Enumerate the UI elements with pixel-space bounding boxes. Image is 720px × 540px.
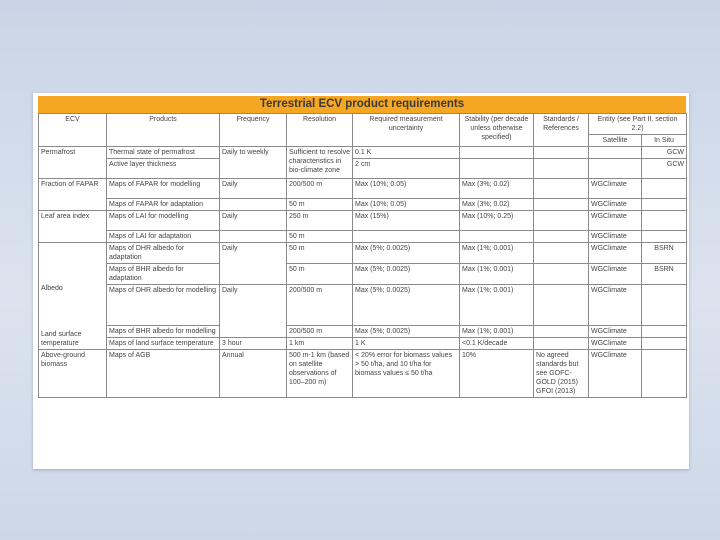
cell-resolution: 50 m xyxy=(287,264,353,285)
cell-frequency: 3 hour xyxy=(220,338,287,350)
cell-frequency: Daily xyxy=(220,285,287,338)
cell-in-situ xyxy=(642,326,687,338)
cell-resolution: 250 m xyxy=(287,211,353,231)
cell-product: Maps of DHR albedo for modelling xyxy=(107,285,220,326)
table-row xyxy=(39,243,687,264)
cell-stability: Max (3%; 0.02) xyxy=(460,199,534,211)
ecv-permafrost: Permafrost xyxy=(39,147,107,179)
cell-resolution: 50 m xyxy=(287,243,353,264)
cell-in-situ: GCW xyxy=(642,147,687,159)
cell-satellite xyxy=(589,159,642,179)
cell-uncertainty xyxy=(353,231,460,243)
cell-in-situ xyxy=(642,350,687,398)
header-resolution: Resolution xyxy=(287,114,353,147)
cell-satellite: WGClimate xyxy=(589,285,642,326)
cell-stability xyxy=(460,147,534,159)
cell-in-situ xyxy=(642,179,687,199)
ecv-albedo-lst-cell xyxy=(39,243,107,350)
cell-standards xyxy=(534,159,589,179)
cell-resolution: 1 km xyxy=(287,338,353,350)
cell-frequency: Daily to weekly xyxy=(220,147,287,179)
cell-frequency: Daily xyxy=(220,179,287,199)
header-entity: Entity (see Part II, section 2.2) xyxy=(589,114,687,135)
cell-satellite xyxy=(589,147,642,159)
ecv-albedo: Albedo xyxy=(41,285,63,292)
cell-uncertainty: Max (5%; 0.0025) xyxy=(353,243,460,264)
cell-standards xyxy=(534,199,589,211)
cell-stability: Max (1%; 0.001) xyxy=(460,326,534,338)
requirements-table xyxy=(38,113,687,398)
table-row xyxy=(39,231,687,243)
cell-in-situ: GCW xyxy=(642,159,687,179)
cell-in-situ: BSRN xyxy=(642,243,687,264)
table-row xyxy=(39,179,687,199)
cell-product: Maps of LAI for modelling xyxy=(107,211,220,231)
cell-stability: 10% xyxy=(460,350,534,398)
cell-product: Maps of FAPAR for adaptation xyxy=(107,199,220,211)
cell-satellite: WGClimate xyxy=(589,199,642,211)
cell-satellite: WGClimate xyxy=(589,243,642,264)
cell-frequency xyxy=(220,231,287,243)
cell-frequency xyxy=(220,199,287,211)
cell-standards xyxy=(534,326,589,338)
cell-in-situ xyxy=(642,231,687,243)
cell-resolution: 200/500 m xyxy=(287,179,353,199)
cell-product: Maps of BHR albedo for modelling xyxy=(107,326,220,338)
cell-standards xyxy=(534,285,589,326)
cell-uncertainty: Max (5%; 0.0025) xyxy=(353,264,460,285)
ecv-agb: Above-ground biomass xyxy=(39,350,107,398)
header-row xyxy=(39,114,687,135)
cell-uncertainty: Max (10%; 0.05) xyxy=(353,199,460,211)
cell-in-situ xyxy=(642,338,687,350)
table-row xyxy=(39,326,687,338)
ecv-fapar: Fraction of FAPAR xyxy=(39,179,107,211)
cell-uncertainty: 1 K xyxy=(353,338,460,350)
cell-product: Maps of LAI for adaptation xyxy=(107,231,220,243)
cell-resolution: 200/500 m xyxy=(287,285,353,326)
cell-satellite: WGClimate xyxy=(589,179,642,199)
cell-resolution: 200/500 m xyxy=(287,326,353,338)
cell-uncertainty: 2 cm xyxy=(353,159,460,179)
cell-product: Thermal state of permafrost xyxy=(107,147,220,159)
cell-stability: Max (10%; 0.25) xyxy=(460,211,534,231)
header-satellite: Satellite xyxy=(589,135,642,147)
header-uncertainty: Required measurement uncertainty xyxy=(353,114,460,147)
ecv-lst: Land surface temperature xyxy=(41,331,82,347)
header-in-situ: In Situ xyxy=(642,135,687,147)
cell-frequency: Daily xyxy=(220,243,287,285)
ecv-lai: Leaf area index xyxy=(39,211,107,243)
cell-product: Active layer thickness xyxy=(107,159,220,179)
cell-stability: Max (3%; 0.02) xyxy=(460,179,534,199)
cell-resolution: 500 m-1 km (based on satellite observations of 100–200 m) xyxy=(287,350,353,398)
cell-satellite: WGClimate xyxy=(589,264,642,285)
cell-stability: Max (1%; 0.001) xyxy=(460,285,534,326)
cell-stability xyxy=(460,231,534,243)
cell-product: Maps of FAPAR for modelling xyxy=(107,179,220,199)
cell-standards: No agreed standards but see GOFC-GOLD (2015) GFOI (2013) xyxy=(534,350,589,398)
cell-standards xyxy=(534,243,589,264)
cell-standards xyxy=(534,179,589,199)
cell-in-situ: BSRN xyxy=(642,264,687,285)
cell-uncertainty: 0.1 K xyxy=(353,147,460,159)
cell-standards xyxy=(534,211,589,231)
table-row xyxy=(39,211,687,231)
cell-standards xyxy=(534,338,589,350)
header-frequency: Frequency xyxy=(220,114,287,147)
cell-product: Maps of BHR albedo for adaptation xyxy=(107,264,220,285)
cell-stability xyxy=(460,159,534,179)
table-row xyxy=(39,285,687,326)
cell-resolution: 50 m xyxy=(287,231,353,243)
cell-standards xyxy=(534,264,589,285)
header-products: Products xyxy=(107,114,220,147)
cell-product: Maps of AGB xyxy=(107,350,220,398)
header-stability: Stability (per decade unless otherwise specified) xyxy=(460,114,534,147)
table-row xyxy=(39,338,687,350)
cell-in-situ xyxy=(642,199,687,211)
table-title: Terrestrial ECV product requirements xyxy=(38,96,686,113)
table-row xyxy=(39,159,687,179)
cell-product: Maps of land surface temperature xyxy=(107,338,220,350)
cell-product: Maps of DHR albedo for adaptation xyxy=(107,243,220,264)
cell-standards xyxy=(534,147,589,159)
cell-stability: Max (1%; 0.001) xyxy=(460,264,534,285)
table-row xyxy=(39,147,687,159)
cell-resolution: 50 m xyxy=(287,199,353,211)
cell-standards xyxy=(534,231,589,243)
cell-frequency: Daily xyxy=(220,211,287,231)
table-row xyxy=(39,350,687,398)
cell-in-situ xyxy=(642,211,687,231)
cell-satellite: WGClimate xyxy=(589,338,642,350)
table-row xyxy=(39,199,687,211)
cell-uncertainty: Max (5%; 0.0025) xyxy=(353,326,460,338)
header-ecv: ECV xyxy=(39,114,107,147)
cell-uncertainty: Max (5%; 0.0025) xyxy=(353,285,460,326)
cell-uncertainty: < 20% error for biomass values > 50 t/ha, and 10 t/ha for biomass values ≤ 50 t/ha xyxy=(353,350,460,398)
cell-stability: Max (1%; 0.001) xyxy=(460,243,534,264)
table-row xyxy=(39,264,687,285)
cell-in-situ xyxy=(642,285,687,326)
cell-satellite: WGClimate xyxy=(589,231,642,243)
cell-resolution: Sufficient to resolve characteristics in bio-climate zone xyxy=(287,147,353,179)
header-standards: Standards / References xyxy=(534,114,589,147)
cell-satellite: WGClimate xyxy=(589,350,642,398)
cell-uncertainty: Max (10%; 0.05) xyxy=(353,179,460,199)
cell-satellite: WGClimate xyxy=(589,326,642,338)
cell-satellite: WGClimate xyxy=(589,211,642,231)
cell-uncertainty: Max (15%) xyxy=(353,211,460,231)
cell-stability: <0.1 K/decade xyxy=(460,338,534,350)
cell-frequency: Annual xyxy=(220,350,287,398)
